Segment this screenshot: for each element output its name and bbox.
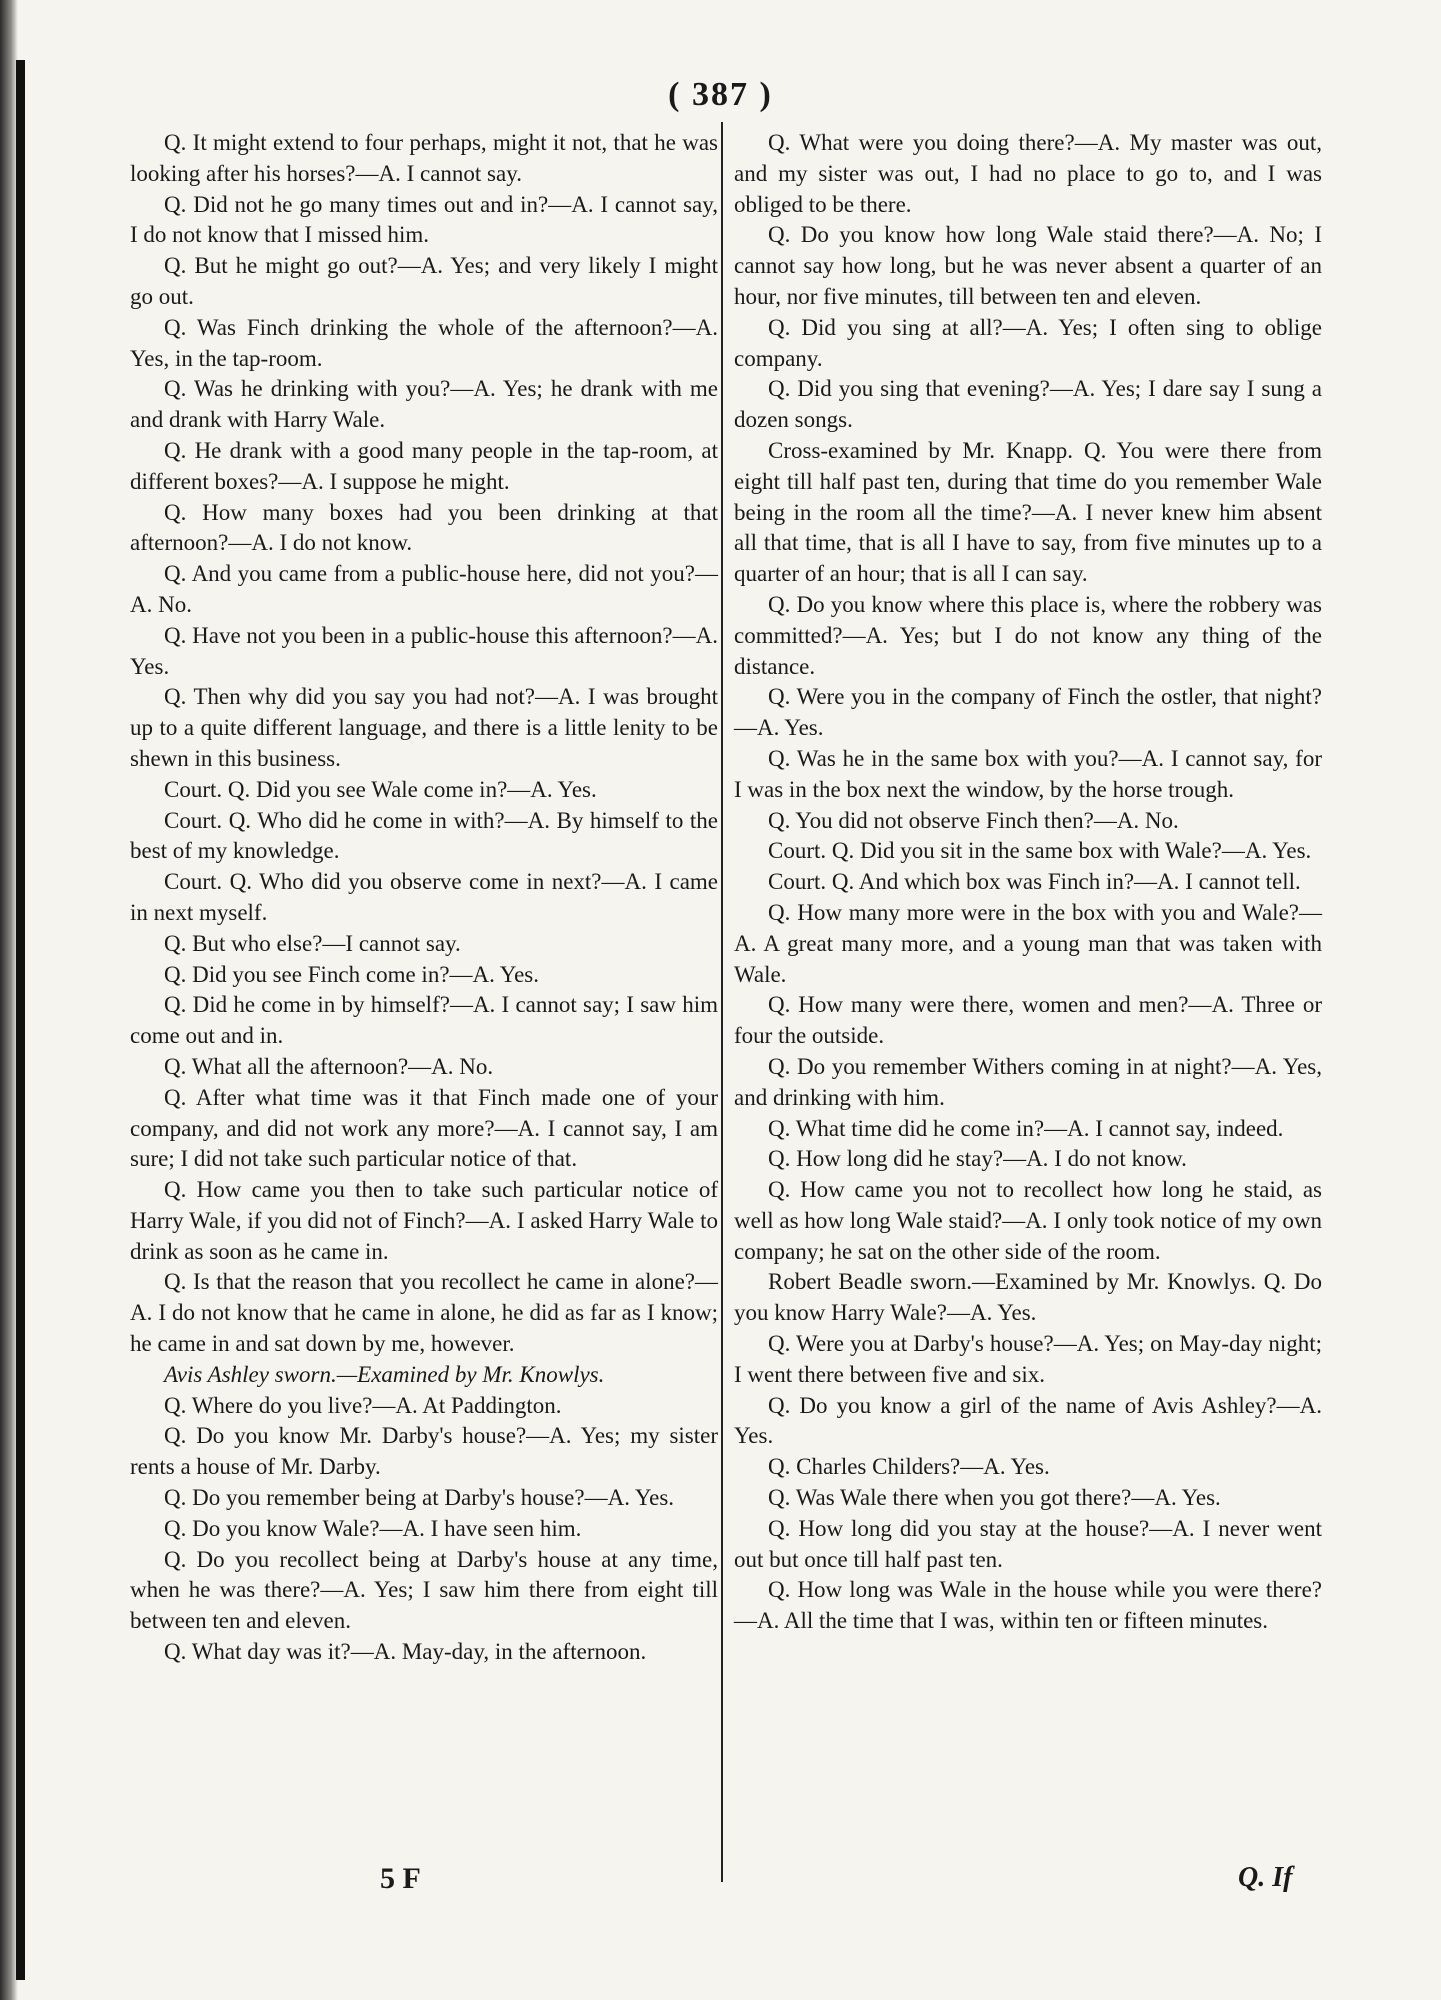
- paragraph: Q. How many more were in the box with you and Wale?—A. A great many more, and a young man that was taken with Wale.: [734, 899, 1322, 987]
- paragraph: Q. Were you in the company of Finch the ostler, that night?—A. Yes.: [734, 684, 1322, 741]
- paragraph: Q. How long did you stay at the house?—A. I never went out but once till half past ten.: [734, 1515, 1322, 1572]
- paragraph: Q. It might extend to four perhaps, might it not, that he was looking after his horses?—A. I cannot say.: [130, 130, 718, 186]
- paragraph: Q. Do you know a girl of the name of Avis Ashley?—A. Yes.: [734, 1392, 1322, 1449]
- paragraph: Q. Was Wale there when you got there?—A. Yes.: [768, 1485, 1221, 1511]
- paragraph: Q. Did you sing at all?—A. Yes; I often sing to oblige company.: [734, 314, 1322, 371]
- paragraph: Court. Q. Who did he come in with?—A. By himself to the best of my knowledge.: [130, 807, 718, 864]
- paragraph: Q. Then why did you say you had not?—A. I was brought up to a quite different language, and there is a little lenity to be shewn in this business.: [130, 684, 718, 771]
- paragraph: Q. Did not he go many times out and in?—A. I cannot say, I do not know that I missed him.: [130, 191, 718, 248]
- paragraph: Q. You did not observe Finch then?—A. No.: [768, 807, 1179, 833]
- paragraph: Court. Q. Who did you observe come in next?—A. I came in next myself.: [130, 869, 718, 925]
- column-rule: [721, 122, 723, 1882]
- paragraph: Q. And you came from a public-house here, did not you?—A. No.: [130, 561, 718, 617]
- page-number: ( 387 ): [668, 76, 773, 113]
- paragraph: Q. How came you then to take such particular notice of Harry Wale, if you did not of Finch?—A. I asked Harry Wale to drink as soon as he came in.: [130, 1177, 718, 1264]
- paragraph: Q. Do you recollect being at Darby's house at any time, when he was there?—A. Yes; I saw him there from eight till between ten and eleven.: [130, 1546, 718, 1634]
- paragraph: Q. Do you know where this place is, where the robbery was committed?—A. Yes; but I do not know any thing of the distance.: [734, 591, 1322, 679]
- paragraph: Q. Do you remember Withers coming in at night?—A. Yes, and drinking with him.: [734, 1053, 1322, 1110]
- paragraph: Q. What all the afternoon?—A. No.: [164, 1053, 494, 1079]
- paragraph: Q. Charles Childers?—A. Yes.: [768, 1454, 1050, 1480]
- paragraph: Q. What time did he come in?—A. I cannot say, indeed.: [768, 1115, 1284, 1141]
- paragraph: Q. Do you remember being at Darby's house?—A. Yes.: [164, 1485, 675, 1511]
- cross-examination-paragraph: Cross-examined by Mr. Knapp. Q. You were there from eight till half past ten, during that time do you remember Wale being in the room all the time?—A. I never knew him absent all that time, that is all I have to say, from five minutes up to a quarter of an hour; that is all I can say.: [734, 437, 1322, 587]
- right-column: [734, 128, 1322, 1637]
- paragraph: Q. How many boxes had you been drinking at that afternoon?—A. I do not know.: [130, 499, 718, 556]
- paragraph: Q. Was Finch drinking the whole of the afternoon?—A. Yes, in the tap-room.: [130, 314, 718, 371]
- paragraph: Court. Q. And which box was Finch in?—A. I cannot tell.: [768, 869, 1301, 895]
- catchword: Q. If: [1238, 1862, 1293, 1893]
- signature-mark: 5 F: [380, 1862, 421, 1895]
- paragraph: Q. How long did he stay?—A. I do not know.: [768, 1146, 1187, 1172]
- witness-heading: Robert Beadle sworn.—Examined by Mr. Knowlys. Q. Do you know Harry Wale?—A. Yes.: [734, 1269, 1322, 1326]
- paragraph: Q. How came you not to recollect how long he staid, as well as how long Wale staid?—A. I only took notice of my own company; he sat on the other side of the room.: [734, 1177, 1322, 1264]
- paragraph: Q. Do you know Wale?—A. I have seen him.: [164, 1515, 582, 1541]
- paragraph: Q. Do you know Mr. Darby's house?—A. Yes; my sister rents a house of Mr. Darby.: [130, 1423, 718, 1480]
- paragraph: Q. Do you know how long Wale staid there?—A. No; I cannot say how long, but he was never absent a quarter of an hour, nor five minutes, till between ten and eleven.: [734, 222, 1322, 309]
- paragraph: Q. But who else?—I cannot say.: [164, 930, 461, 956]
- paragraph: Q. How long was Wale in the house while you were there?—A. All the time that I was, within ten or fifteen minutes.: [734, 1577, 1322, 1634]
- paragraph: Q. What were you doing there?—A. My master was out, and my sister was out, I had no place to go to, and I was obliged to be there.: [734, 130, 1322, 217]
- paragraph: Q. After what time was it that Finch made one of your company, and did not work any more?—A. I cannot say, I am sure; I did not take such particular notice of that.: [130, 1084, 718, 1172]
- left-column: [130, 128, 718, 1668]
- paragraph: Q. Where do you live?—A. At Paddington.: [164, 1392, 562, 1418]
- paragraph: Court. Q. Did you see Wale come in?—A. Yes.: [164, 776, 597, 802]
- paragraph: Q. How many were there, women and men?—A. Three or four the outside.: [734, 992, 1322, 1049]
- paragraph: Court. Q. Did you sit in the same box with Wale?—A. Yes.: [768, 838, 1312, 864]
- paragraph: Q. Were you at Darby's house?—A. Yes; on May-day night; I went there between five and six.: [734, 1331, 1322, 1387]
- witness-heading: Avis Ashley sworn.—Examined by Mr. Knowlys.: [164, 1361, 605, 1387]
- paragraph: Q. Have not you been in a public-house this afternoon?—A. Yes.: [130, 622, 718, 679]
- paragraph: Q. Is that the reason that you recollect he came in alone?—A. I do not know that he came in alone, he did as far as I know; he came in and sat down by me, however.: [130, 1269, 718, 1357]
- paragraph: Q. He drank with a good many people in the tap-room, at different boxes?—A. I suppose he might.: [130, 437, 718, 494]
- paragraph: Q. But he might go out?—A. Yes; and very likely I might go out.: [130, 253, 718, 309]
- paragraph: Q. Did you sing that evening?—A. Yes; I dare say I sung a dozen songs.: [734, 376, 1322, 433]
- paragraph: Q. Did you see Finch come in?—A. Yes.: [164, 961, 539, 987]
- paragraph: Q. Was he in the same box with you?—A. I cannot say, for I was in the box next the window, by the horse trough.: [734, 745, 1322, 802]
- paragraph: Q. What day was it?—A. May-day, in the afternoon.: [164, 1639, 647, 1665]
- binding-rule: [16, 60, 25, 1980]
- paragraph: Q. Did he come in by himself?—A. I cannot say; I saw him come out and in.: [130, 992, 718, 1049]
- paragraph: Q. Was he drinking with you?—A. Yes; he drank with me and drank with Harry Wale.: [130, 376, 718, 433]
